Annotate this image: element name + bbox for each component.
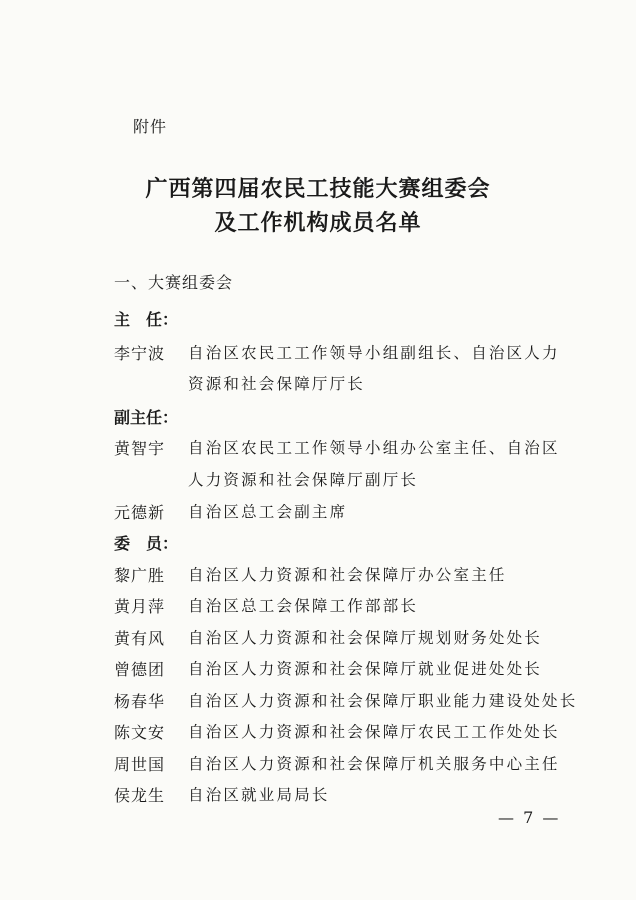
director-title-line-2: 资源和社会保障厅厅长 xyxy=(188,375,366,393)
role-members: 委 员： xyxy=(114,534,179,553)
role-deputy: 副主任： xyxy=(114,408,179,427)
deputy-name: 黄智宇 xyxy=(114,439,166,458)
member-name: 曾德团 xyxy=(114,660,166,679)
member-name: 周世国 xyxy=(114,755,166,774)
director-name: 李宁波 xyxy=(114,344,166,363)
member-title: 自治区总工会保障工作部部长 xyxy=(188,597,419,615)
deputy-title-line-1: 自治区农民工工作领导小组办公室主任、自治区 xyxy=(188,439,560,457)
deputy-name: 元德新 xyxy=(114,503,166,522)
document-title-line-1: 广西第四届农民工技能大赛组委会 xyxy=(145,176,491,202)
member-name: 侯龙生 xyxy=(114,786,166,805)
member-title: 自治区人力资源和社会保障厅农民工工作处处长 xyxy=(188,723,560,741)
role-director: 主 任： xyxy=(114,310,179,329)
member-name: 杨春华 xyxy=(114,692,166,711)
section-heading: 一、大赛组委会 xyxy=(114,273,234,292)
member-name: 黄有风 xyxy=(114,629,166,648)
member-title: 自治区人力资源和社会保障厅机关服务中心主任 xyxy=(188,755,560,773)
member-title: 自治区人力资源和社会保障厅就业促进处处长 xyxy=(188,660,543,678)
director-title-line-1: 自治区农民工工作领导小组副组长、自治区人力 xyxy=(188,344,560,362)
attachment-label: 附件 xyxy=(133,117,168,136)
member-name: 黄月萍 xyxy=(114,597,166,616)
deputy-title-line-2: 人力资源和社会保障厅副厅长 xyxy=(188,471,419,489)
deputy-title: 自治区总工会副主席 xyxy=(188,503,348,521)
page-number: — 7 — xyxy=(498,808,561,827)
member-title: 自治区人力资源和社会保障厅职业能力建设处处长 xyxy=(188,692,578,710)
document-title-line-2: 及工作机构成员名单 xyxy=(214,210,422,236)
member-name: 黎广胜 xyxy=(114,566,166,585)
member-name: 陈文安 xyxy=(114,723,166,742)
member-title: 自治区人力资源和社会保障厅办公室主任 xyxy=(188,566,507,584)
member-title: 自治区就业局局长 xyxy=(188,786,330,804)
member-title: 自治区人力资源和社会保障厅规划财务处处长 xyxy=(188,629,543,647)
